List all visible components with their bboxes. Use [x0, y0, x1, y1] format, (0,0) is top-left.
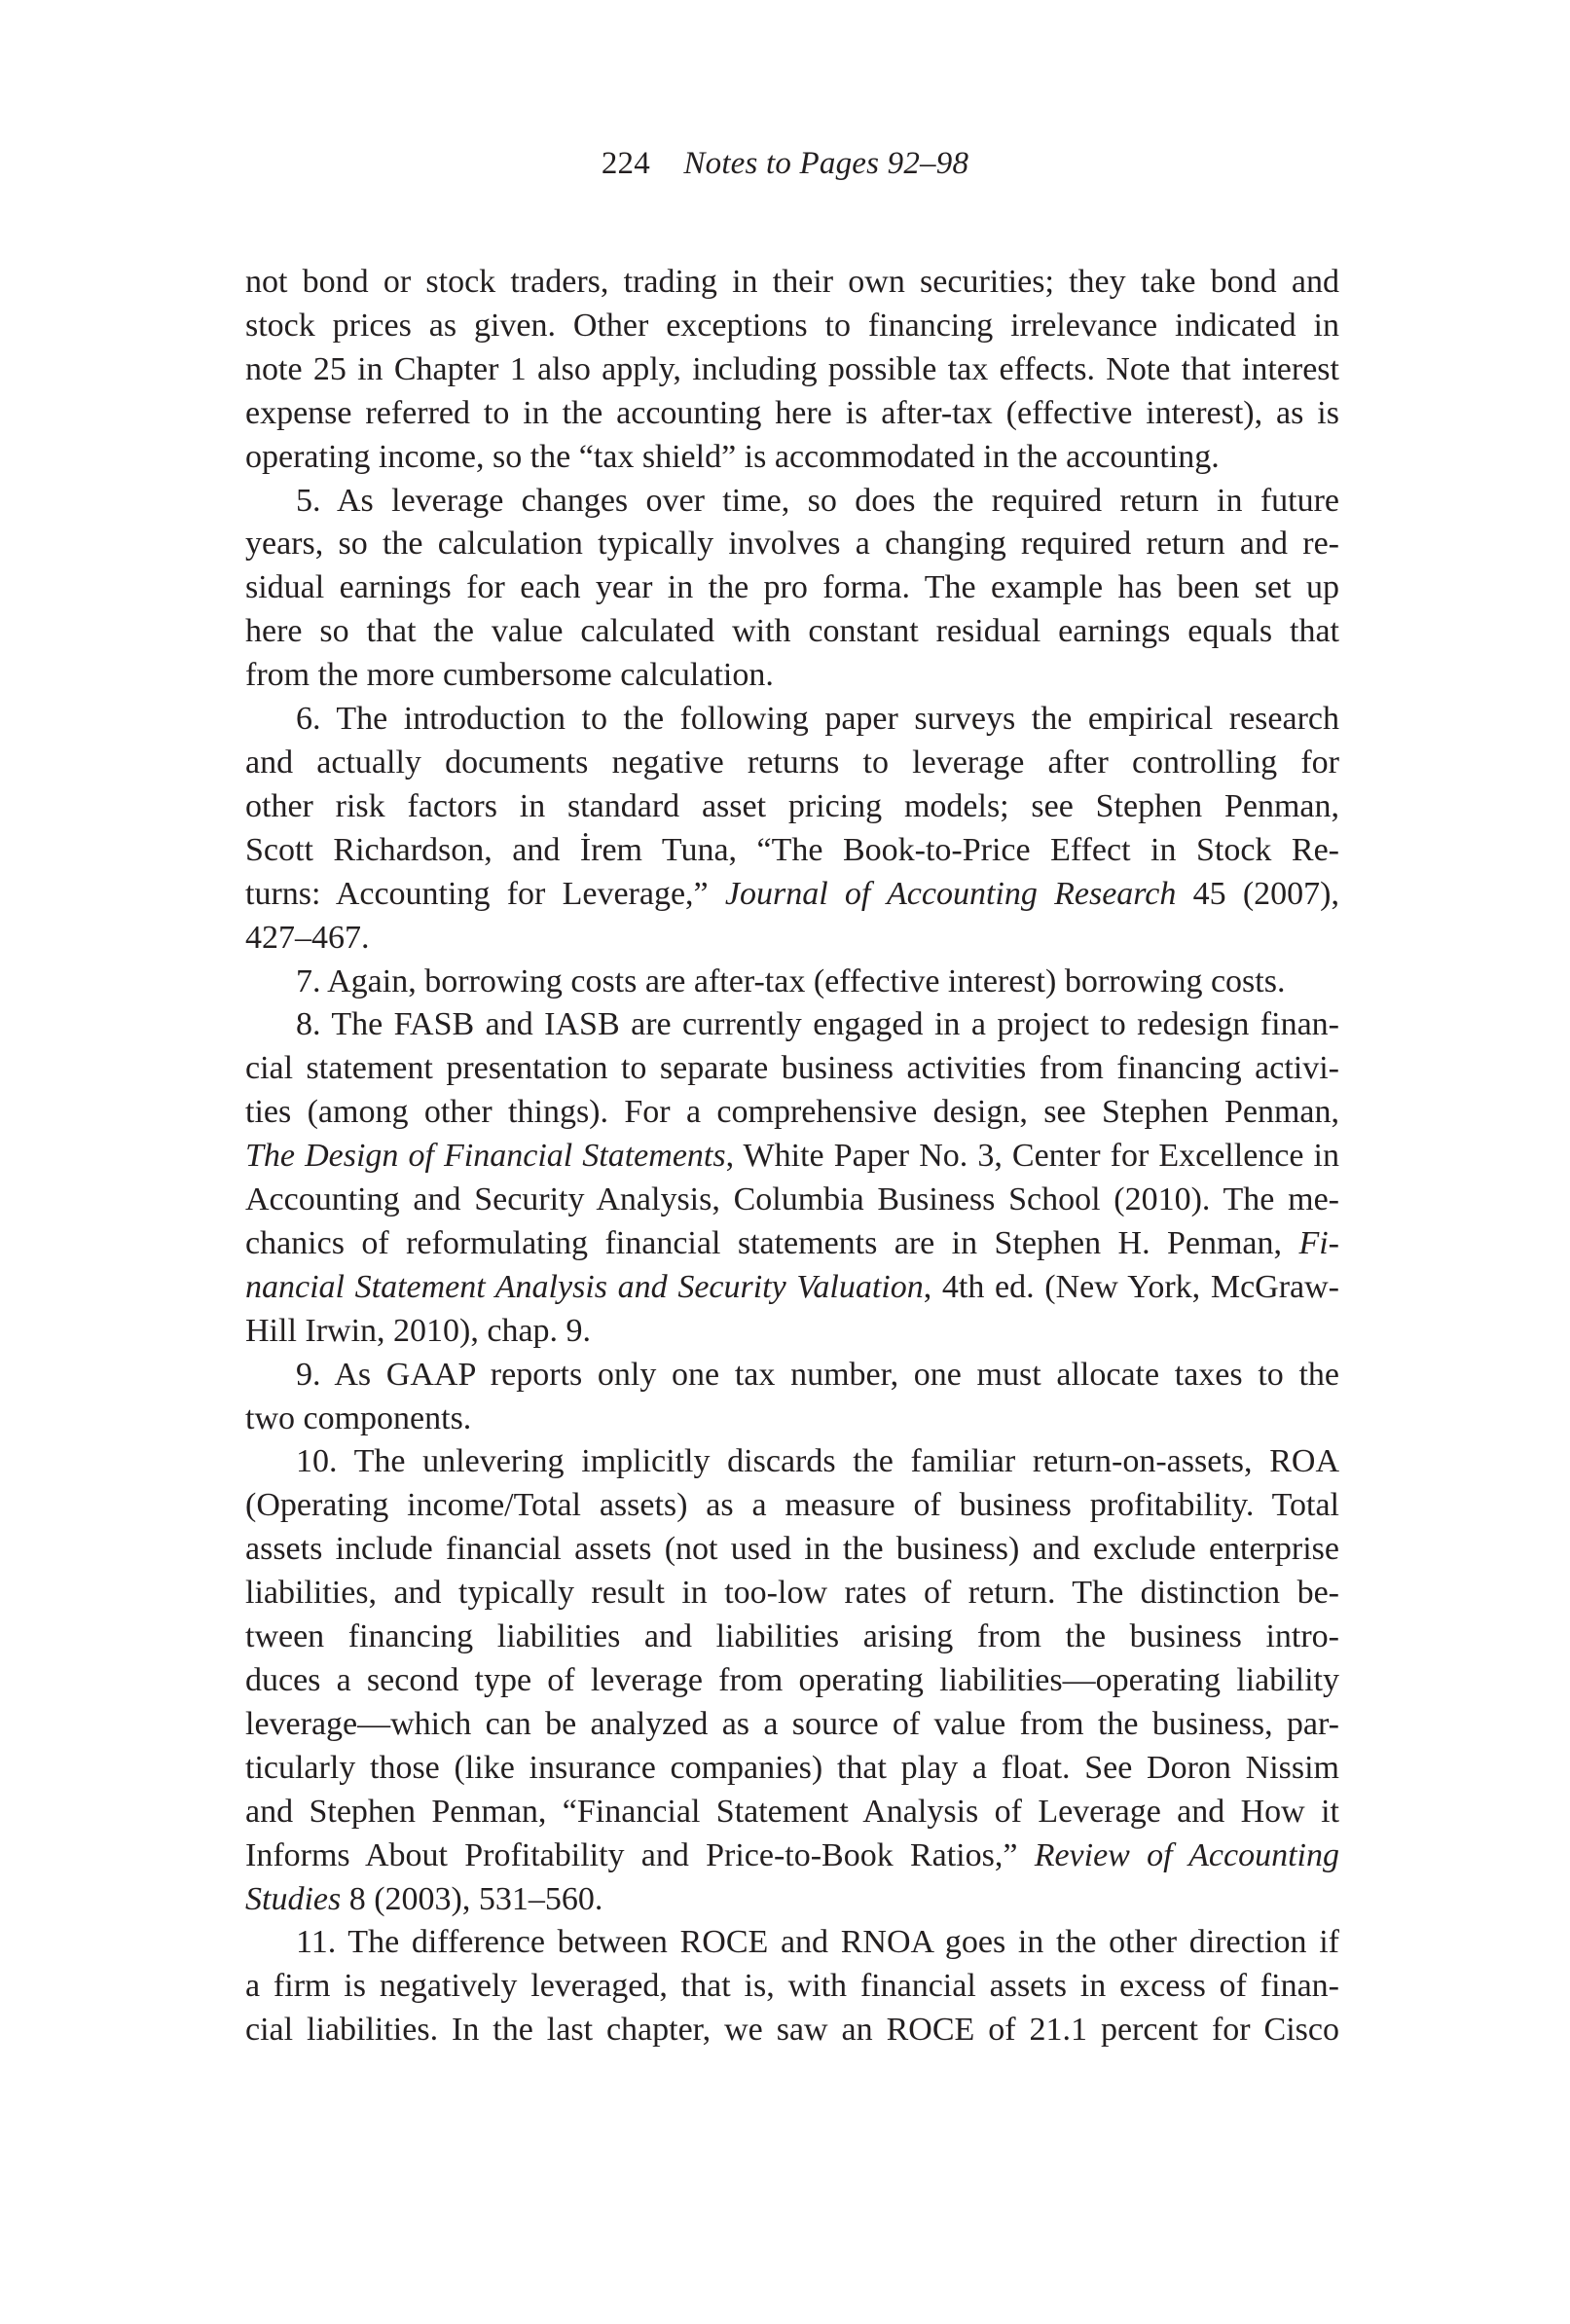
text-run: (Operating income/Total assets) as a measure of business profitability. Total — [245, 1487, 1339, 1524]
notes-body — [245, 261, 1339, 2052]
text-run: and Stephen Penman, “Financial Statement Analysis of Leverage and How it — [245, 1793, 1339, 1830]
italic-title-run: The Design of Financial Statements — [245, 1138, 726, 1175]
text-line — [245, 917, 1339, 961]
text-line — [245, 392, 1339, 436]
text-run: cial liabilities. In the last chapter, we saw an ROCE of 21.1 percent for Cisco — [245, 2012, 1339, 2049]
text-run: Scott Richardson, and İrem Tuna, “The Book-to-Price Effect in Stock Re- — [245, 831, 1339, 868]
text-line — [245, 1484, 1339, 1528]
running-head — [0, 144, 1570, 183]
text-run: liabilities, and typically result in too-low rates of return. The distinction be- — [245, 1575, 1339, 1612]
text-run: Informs About Profitability and Price-to-Book Ratios,” — [245, 1836, 1035, 1873]
page-number: 224 — [601, 146, 650, 181]
text-line — [245, 1878, 1339, 1922]
text-run: , White Paper No. 3, Center for Excellence in — [725, 1138, 1339, 1175]
text-line — [245, 1528, 1339, 1572]
text-line — [245, 1310, 1339, 1354]
text-line — [245, 1003, 1339, 1047]
text-line — [245, 566, 1339, 610]
text-run: expense referred to in the accounting here is after-tax (effective interest), as is — [245, 394, 1339, 431]
text-run: 6. The introduction to the following paper surveys the empirical research — [296, 701, 1339, 738]
italic-title-run: Journal of Accounting Research — [724, 875, 1177, 912]
text-run: 11. The difference between ROCE and RNOA goes in the other direction if — [296, 1924, 1339, 1961]
text-run: 45 (2007), — [1176, 875, 1340, 912]
text-line — [245, 261, 1339, 305]
text-line — [245, 829, 1339, 873]
text-run: 427–467. — [245, 919, 370, 956]
text-run: 10. The unlevering implicitly discards the familiar return-on-assets, ROA — [296, 1443, 1339, 1480]
text-line — [245, 1398, 1339, 1441]
text-run: Accounting and Security Analysis, Columbia Business School (2010). The me- — [245, 1181, 1339, 1218]
text-run: 5. As leverage changes over time, so does the required return in future — [296, 482, 1339, 519]
text-run: 8 (2003), 531–560. — [341, 1880, 603, 1917]
text-line — [245, 1921, 1339, 1965]
text-run: operating income, so the “tax shield” is accommodated in the accounting. — [245, 438, 1220, 475]
text-run: 7. Again, borrowing costs are after-tax (effective interest) borrowing costs. — [296, 962, 1286, 999]
text-line — [245, 698, 1339, 742]
text-line — [245, 1354, 1339, 1398]
text-line — [245, 480, 1339, 524]
text-run: years, so the calculation typically involves a changing required return and re- — [245, 526, 1339, 563]
text-run: Hill Irwin, 2010), chap. 9. — [245, 1312, 592, 1349]
text-run: other risk factors in standard asset pricing models; see Stephen Penman, — [245, 787, 1339, 824]
text-line — [245, 2009, 1339, 2052]
text-run: from the more cumbersome calculation. — [245, 657, 774, 694]
text-line — [245, 961, 1339, 1004]
text-line — [245, 305, 1339, 348]
text-line — [245, 1179, 1339, 1222]
text-line — [245, 348, 1339, 392]
running-head-title: Notes to Pages 92–98 — [683, 146, 969, 181]
text-run: sidual earnings for each year in the pro forma. The example has been set up — [245, 569, 1339, 606]
text-run: , 4th ed. (New York, McGraw- — [923, 1268, 1339, 1305]
text-run: leverage—which can be analyzed as a source of value from the business, par- — [245, 1705, 1339, 1742]
text-run: cial statement presentation to separate business activities from financing activi- — [245, 1050, 1339, 1087]
text-line — [245, 1266, 1339, 1310]
text-line — [245, 1834, 1339, 1878]
text-line — [245, 1659, 1339, 1703]
text-line — [245, 873, 1339, 917]
text-run: assets include financial assets (not used in the business) and exclude enterprise — [245, 1531, 1339, 1568]
text-line — [245, 1135, 1339, 1179]
text-line — [245, 1747, 1339, 1791]
text-run: 9. As GAAP reports only one tax number, one must allocate taxes to the — [296, 1356, 1339, 1393]
italic-title-run: Review of Accounting — [1034, 1836, 1339, 1873]
text-run: here so that the value calculated with constant residual earnings equals that — [245, 613, 1339, 650]
text-run: 8. The FASB and IASB are currently engaged in a project to redesign finan- — [296, 1006, 1339, 1043]
text-line — [245, 1572, 1339, 1616]
text-run: tween financing liabilities and liabilities arising from the business intro- — [245, 1618, 1339, 1655]
text-run: ties (among other things). For a comprehensive design, see Stephen Penman, — [245, 1094, 1339, 1131]
text-line — [245, 742, 1339, 785]
text-line — [245, 1791, 1339, 1834]
text-line — [245, 436, 1339, 480]
text-run: and actually documents negative returns to leverage after controlling for — [245, 744, 1339, 781]
text-run: two components. — [245, 1399, 472, 1436]
text-line — [245, 654, 1339, 698]
italic-title-run: nancial Statement Analysis and Security Valuation — [245, 1268, 924, 1305]
text-line — [245, 523, 1339, 566]
italic-title-run: Studies — [245, 1880, 342, 1917]
italic-title-run: Fi- — [1298, 1224, 1339, 1261]
text-run: chanics of reformulating financial statements are in Stephen H. Penman, — [245, 1224, 1299, 1261]
text-run: note 25 in Chapter 1 also apply, including possible tax effects. Note that interest — [245, 350, 1339, 387]
text-line — [245, 1703, 1339, 1747]
text-run: a firm is negatively leveraged, that is, with financial assets in excess of finan- — [245, 1968, 1339, 2005]
text-line — [245, 1616, 1339, 1659]
text-run: duces a second type of leverage from operating liabilities—operating liability — [245, 1662, 1339, 1698]
text-line — [245, 1965, 1339, 2009]
text-line — [245, 610, 1339, 654]
text-line — [245, 785, 1339, 829]
text-run: ticularly those (like insurance companies) that play a float. See Doron Nissim — [245, 1749, 1339, 1786]
text-run: not bond or stock traders, trading in their own securities; they take bond and — [245, 264, 1339, 300]
text-line — [245, 1440, 1339, 1484]
text-line — [245, 1222, 1339, 1266]
text-run: stock prices as given. Other exceptions to financing irrelevance indicated in — [245, 307, 1339, 344]
text-line — [245, 1047, 1339, 1091]
text-run: turns: Accounting for Leverage,” — [245, 875, 725, 912]
text-line — [245, 1091, 1339, 1135]
